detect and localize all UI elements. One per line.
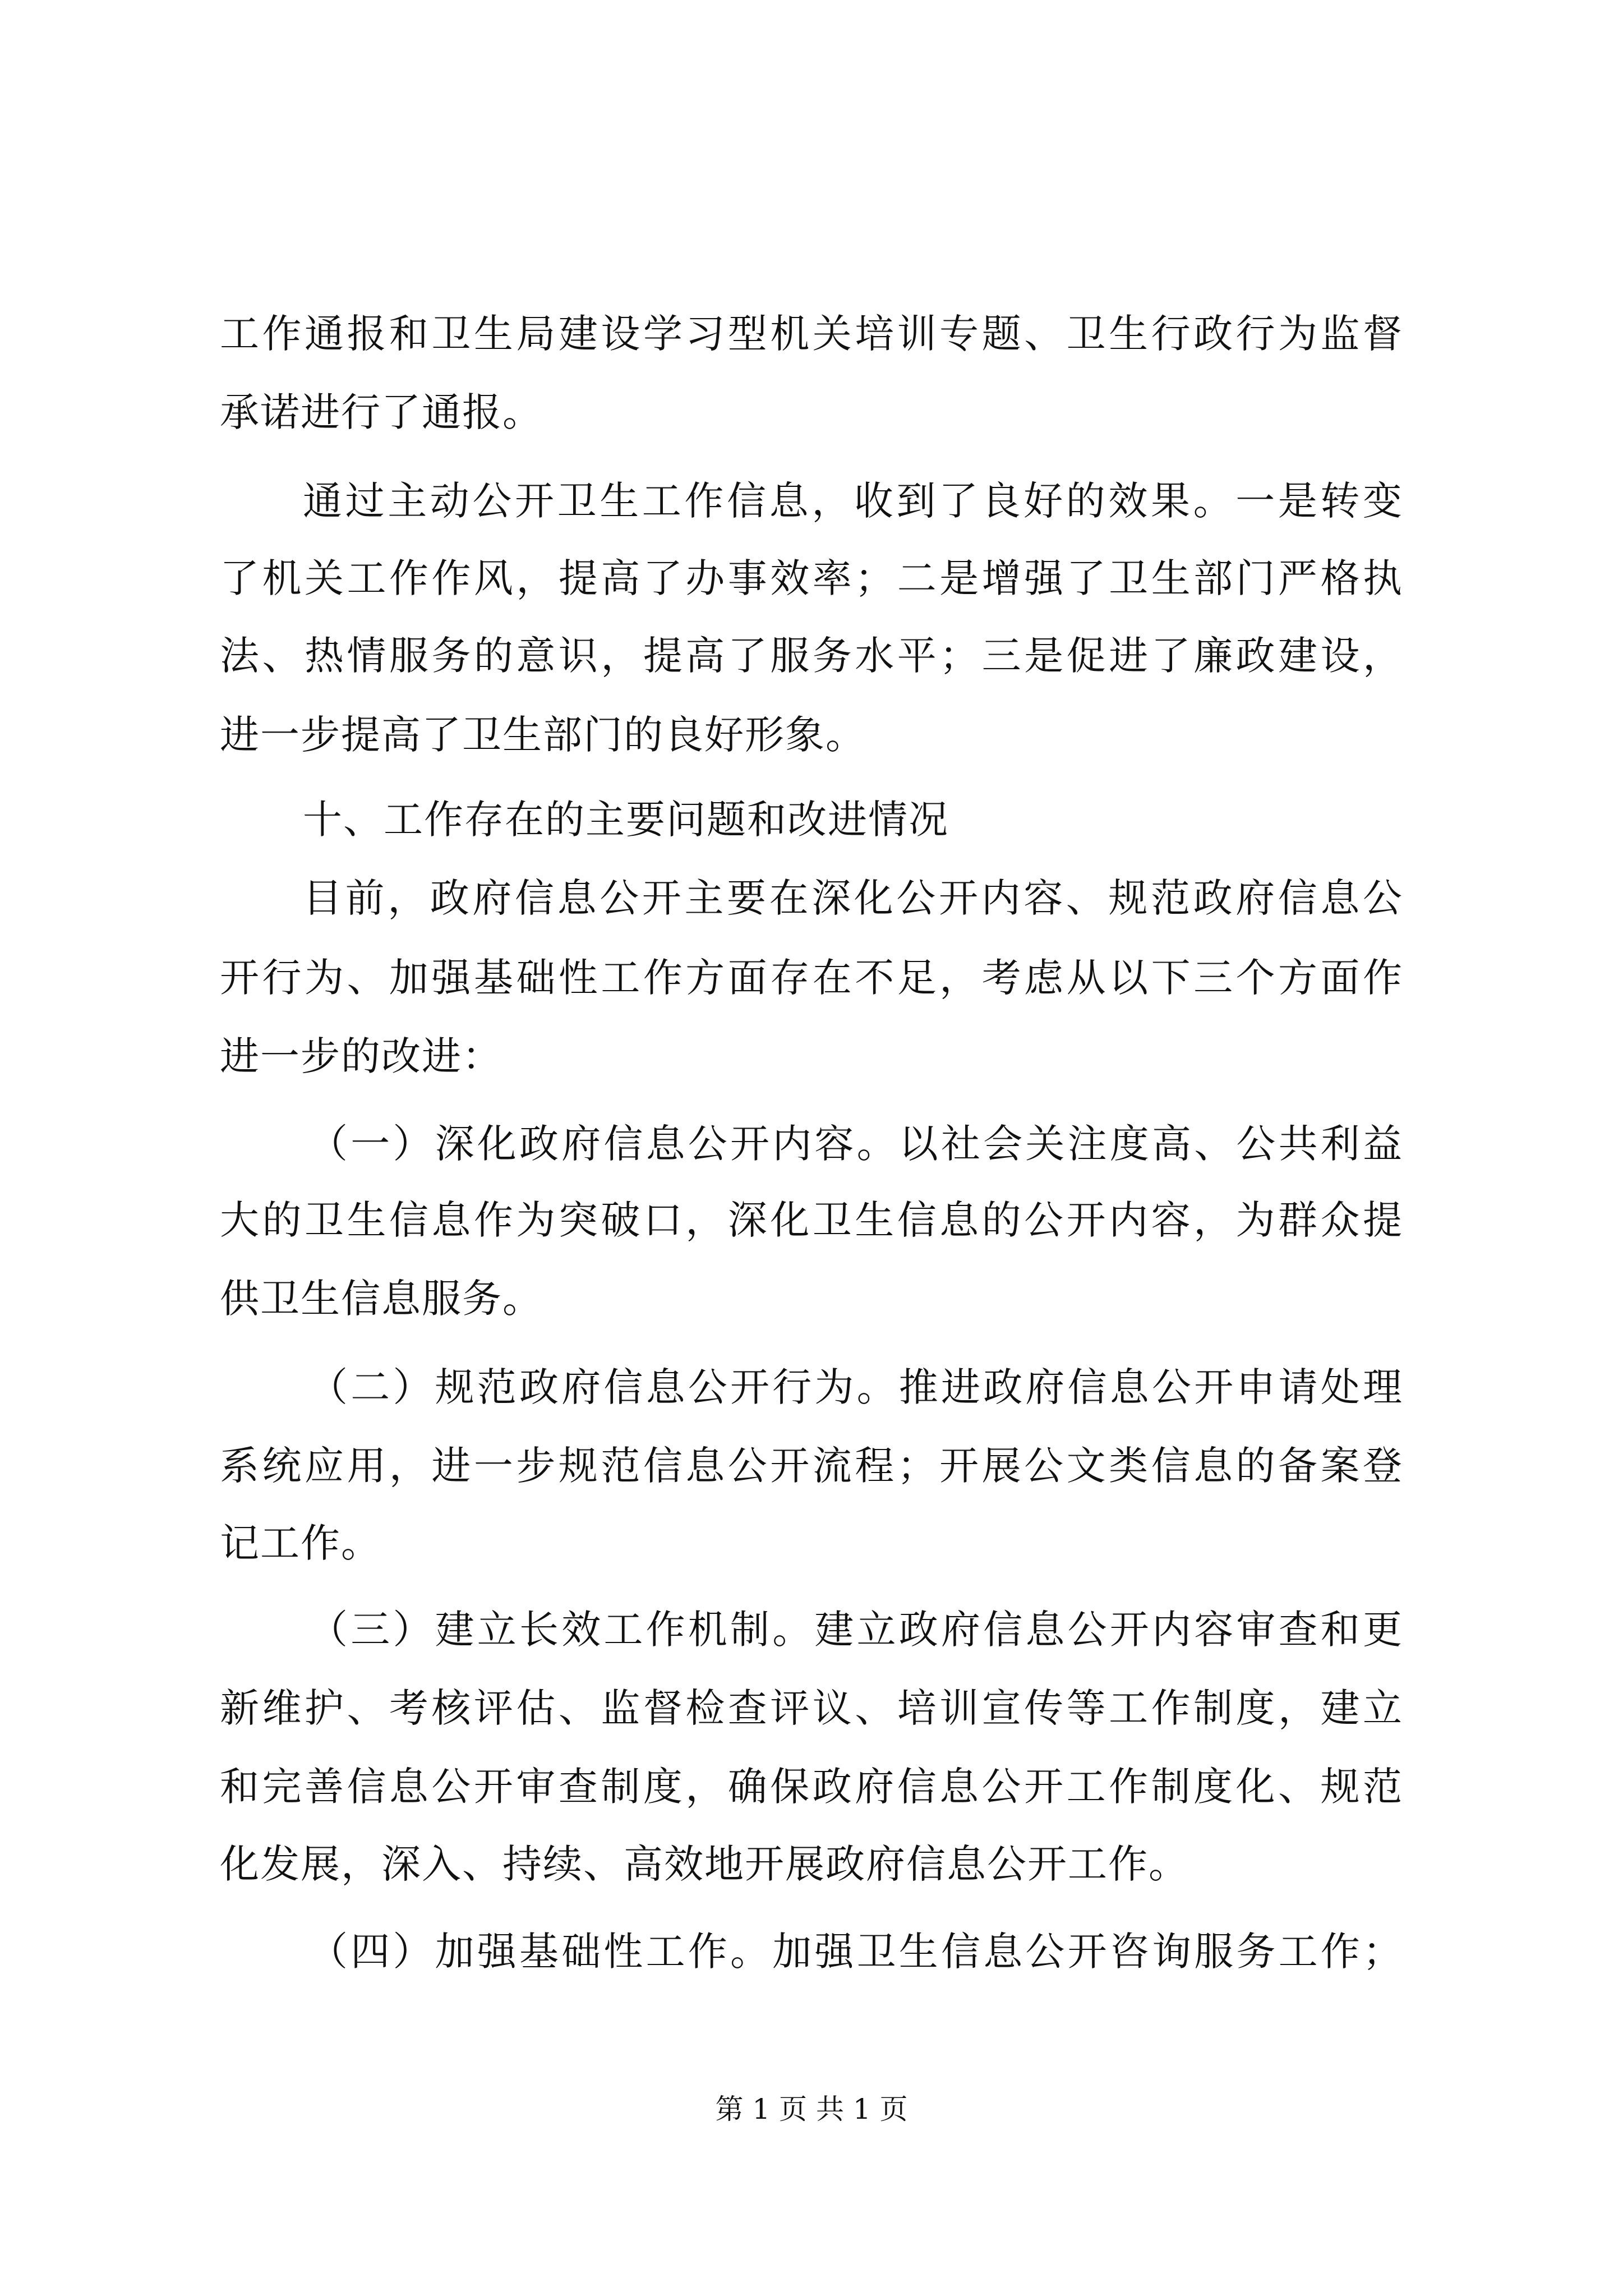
section-heading: 十、工作存在的主要问题和改进情况 [303, 797, 949, 843]
text-line: 供卫生信息服务。 [220, 1276, 543, 1322]
text-line: 目前，政府信息公开主要在深化公开内容、规范政府信息公 [303, 875, 1403, 921]
text-line: 系统应用，进一步规范信息公开流程；开展公文类信息的备案登 [220, 1443, 1403, 1489]
text-line: 通过主动公开卫生工作信息，收到了良好的效果。一是转变 [303, 478, 1403, 524]
text-line: 记工作。 [220, 1520, 381, 1566]
text-line: 开行为、加强基础性工作方面存在不足，考虑从以下三个方面作 [220, 955, 1403, 1001]
text-line: 进一步的改进： [220, 1033, 502, 1079]
text-line: （二）规范政府信息公开行为。推进政府信息公开申请处理 [308, 1364, 1403, 1410]
text-line: 和完善信息公开审查制度，确保政府信息公开工作制度化、规范 [220, 1764, 1403, 1810]
text-line: 承诺进行了通报。 [220, 389, 543, 435]
text-line: 大的卫生信息作为突破口，深化卫生信息的公开内容，为群众提 [220, 1197, 1403, 1243]
text-line: 新维护、考核评估、监督检查评议、培训宣传等工作制度，建立 [220, 1685, 1403, 1731]
text-line: 进一步提高了卫生部门的良好形象。 [220, 712, 866, 758]
text-line: 化发展，深入、持续、高效地开展政府信息公开工作。 [220, 1841, 1189, 1887]
text-line: （三）建立长效工作机制。建立政府信息公开内容审查和更 [308, 1607, 1403, 1653]
text-line: 了机关工作作风，提高了办事效率；二是增强了卫生部门严格执 [220, 555, 1403, 601]
text-line: 工作通报和卫生局建设学习型机关培训专题、卫生行政行为监督 [220, 311, 1403, 357]
text-line: （一）深化政府信息公开内容。以社会关注度高、公共利益 [308, 1121, 1403, 1167]
text-line: （四）加强基础性工作。加强卫生信息公开咨询服务工作； [308, 1929, 1403, 1975]
text-line: 法、热情服务的意识，提高了服务水平；三是促进了廉政建设， [220, 633, 1403, 679]
page-footer: 第 1 页 共 1 页 [715, 2093, 908, 2125]
